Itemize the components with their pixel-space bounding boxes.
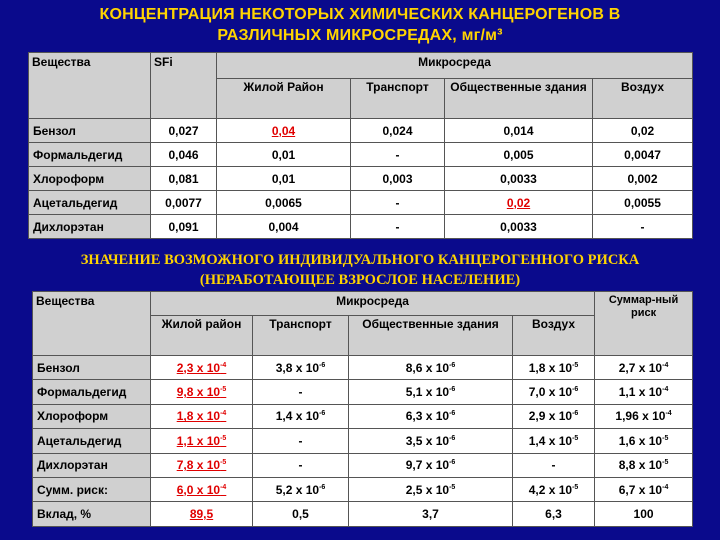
risk-exponent: -4: [662, 361, 669, 369]
risk-mantissa: 7,8 x 10: [176, 458, 221, 473]
header-microenvironment: Микросреда: [217, 53, 693, 79]
risk-mantissa: 1,8 x 10: [528, 360, 573, 375]
risk-cell: [253, 453, 349, 477]
header-transport-2: Транспорт: [253, 316, 349, 356]
cell-value: 0,0033: [500, 171, 537, 186]
cell-value: 0,0055: [624, 195, 661, 210]
risk-exponent: -5: [220, 459, 227, 467]
risk-value: [276, 361, 326, 375]
risk-cell: [151, 356, 253, 380]
risk-exponent: -5: [572, 434, 579, 442]
risk-value: [619, 458, 669, 472]
substance-name: Дихлорэтан: [29, 215, 151, 239]
cell-value: 0,0065: [265, 195, 302, 210]
risk-exponent: -5: [662, 459, 669, 467]
risk-cell: [349, 477, 513, 501]
table-row: [33, 380, 693, 404]
concentration-cell: [593, 119, 693, 143]
risk-mantissa: 1,4 x 10: [275, 409, 320, 424]
risk-cell: [513, 380, 595, 404]
concentration-cell: [445, 167, 593, 191]
risk-mantissa: 8,6 x 10: [405, 360, 450, 375]
cell-value: 0,027: [168, 123, 199, 138]
risk-mantissa: 1,8 x 10: [176, 409, 221, 424]
risk-mantissa: -: [298, 433, 303, 448]
risk-exponent: -6: [449, 459, 456, 467]
header-air: Воздух: [593, 79, 693, 119]
header-public-buildings: Общественные здания: [445, 79, 593, 119]
table-row: [33, 453, 693, 477]
title-line-2: РАЗЛИЧНЫХ МИКРОСРЕДАХ, мг/м³: [217, 27, 503, 44]
risk-cell: [151, 404, 253, 428]
risk-mantissa: -: [551, 458, 556, 473]
concentration-cell: [445, 143, 593, 167]
risk-mantissa: -: [298, 385, 303, 400]
cell-value: 0,003: [382, 171, 413, 186]
cell-value: 0,002: [627, 171, 658, 186]
risk-mantissa: 1,1 x 10: [176, 433, 221, 448]
risk-value: [276, 409, 326, 423]
risk-value: [529, 409, 579, 423]
risk-exponent: -4: [662, 483, 669, 491]
table-row: [29, 191, 693, 215]
concentration-cell: [151, 191, 217, 215]
risk-exponent: -6: [319, 410, 326, 418]
risk-value: [299, 458, 303, 472]
risk-value: [552, 458, 556, 472]
risk-cell: [349, 356, 513, 380]
concentration-cell: [151, 167, 217, 191]
cell-value: 0,0077: [165, 195, 202, 210]
risk-mantissa: 1,6 x 10: [618, 433, 663, 448]
risk-mantissa: 7,0 x 10: [528, 385, 573, 400]
risk-value: [292, 507, 309, 521]
risk-exponent: -4: [220, 361, 227, 369]
risk-cell: [513, 356, 595, 380]
concentration-cell: [593, 167, 693, 191]
risk-value: [619, 385, 669, 399]
risk-value: [406, 434, 456, 448]
header-air-2: Воздух: [513, 316, 595, 356]
risk-value: [276, 483, 326, 497]
concentration-cell: [217, 191, 351, 215]
risk-value: [422, 507, 439, 521]
concentration-cell: [217, 143, 351, 167]
risk-value: [406, 361, 456, 375]
cell-value: 0,02: [630, 123, 655, 138]
table-row: [33, 477, 693, 501]
risk-cell: [595, 380, 693, 404]
risk-cell: [253, 429, 349, 453]
table-row: [33, 502, 693, 526]
title-risk-line-1: ЗНАЧЕНИЕ ВОЗМОЖНОГО ИНДИВИДУАЛЬНОГО КАНЦЕРОГЕННОГО РИСКА: [80, 252, 640, 268]
concentration-cell: [445, 215, 593, 239]
risk-value: [529, 434, 579, 448]
header-substances: Вещества: [29, 53, 151, 119]
header-transport: Транспорт: [351, 79, 445, 119]
risk-cell: [595, 404, 693, 428]
risk-exponent: -5: [572, 361, 579, 369]
risk-value: [177, 409, 227, 423]
risk-exponent: -5: [220, 434, 227, 442]
concentration-cell: [593, 191, 693, 215]
cell-value: -: [395, 219, 400, 234]
risk-cell: [253, 380, 349, 404]
concentration-cell: [217, 119, 351, 143]
cell-value: 0,01: [271, 147, 296, 162]
risk-exponent: -5: [572, 483, 579, 491]
risk-value: [406, 483, 456, 497]
risk-exponent: -4: [662, 386, 669, 394]
risk-value: [299, 434, 303, 448]
risk-mantissa: -: [298, 458, 303, 473]
risk-mantissa: 3,8 x 10: [275, 360, 320, 375]
risk-mantissa: 0,5: [292, 507, 309, 522]
risk-cell: [513, 453, 595, 477]
risk-exponent: -6: [449, 361, 456, 369]
risk-mantissa: 5,2 x 10: [275, 482, 320, 497]
cell-value: 0,005: [503, 147, 534, 162]
risk-exponent: -6: [449, 410, 456, 418]
substance-name: Формальдегид: [29, 143, 151, 167]
risk-cell: [349, 404, 513, 428]
substance-name: Ацетальдегид: [33, 429, 151, 453]
cell-value: -: [640, 219, 645, 234]
table-row: [29, 143, 693, 167]
risk-cell: [595, 502, 693, 526]
concentration-cell: [351, 215, 445, 239]
risk-mantissa: 2,3 x 10: [176, 360, 221, 375]
risk-cell: [513, 429, 595, 453]
substance-name: Ацетальдегид: [29, 191, 151, 215]
risk-cell: [513, 502, 595, 526]
substance-name: Формальдегид: [33, 380, 151, 404]
substance-name: Бензол: [29, 119, 151, 143]
header-residential-2: Жилой район: [151, 316, 253, 356]
substance-name: Сумм. риск:: [33, 477, 151, 501]
substance-name: Вклад, %: [33, 502, 151, 526]
header-residential: Жилой Район: [217, 79, 351, 119]
table-row: [33, 429, 693, 453]
risk-mantissa: 6,7 x 10: [618, 482, 663, 497]
risk-value: [299, 385, 303, 399]
risk-exponent: -5: [220, 386, 227, 394]
risk-cell: [151, 429, 253, 453]
concentration-cell: [445, 119, 593, 143]
table-row: [29, 119, 693, 143]
risk-mantissa: 4,2 x 10: [528, 482, 573, 497]
risk-mantissa: 8,8 x 10: [618, 458, 663, 473]
cell-value: -: [395, 195, 400, 210]
cell-value: 0,024: [382, 123, 413, 138]
cell-value: 0,046: [168, 147, 199, 162]
risk-exponent: -4: [665, 410, 672, 418]
risk-cell: [151, 453, 253, 477]
risk-cell: [595, 453, 693, 477]
risk-value: [406, 458, 456, 472]
cell-value: 0,04: [271, 123, 296, 138]
risk-cell: [595, 429, 693, 453]
risk-mantissa: 6,3 x 10: [405, 409, 450, 424]
concentration-cell: [351, 167, 445, 191]
risk-mantissa: 1,4 x 10: [528, 433, 573, 448]
cell-value: 0,0047: [624, 147, 661, 162]
risk-value: [529, 385, 579, 399]
risk-exponent: -5: [662, 434, 669, 442]
table-row: [33, 356, 693, 380]
risk-value: [177, 483, 227, 497]
risk-value: [634, 507, 654, 521]
risk-mantissa: 3,5 x 10: [405, 433, 450, 448]
risk-mantissa: 2,7 x 10: [618, 360, 663, 375]
risk-cell: [253, 356, 349, 380]
risk-value: [406, 385, 456, 399]
concentration-cell: [217, 167, 351, 191]
risk-value: [177, 434, 227, 448]
risk-cell: [349, 429, 513, 453]
substance-name: Бензол: [33, 356, 151, 380]
cell-value: -: [395, 147, 400, 162]
concentration-cell: [151, 215, 217, 239]
header-substances-2: Вещества: [33, 292, 151, 356]
substance-name: Хлороформ: [29, 167, 151, 191]
concentration-cell: [445, 191, 593, 215]
concentration-table: [28, 52, 693, 239]
risk-value: [619, 434, 669, 448]
risk-cell: [151, 477, 253, 501]
risk-cell: [595, 356, 693, 380]
risk-mantissa: 2,9 x 10: [528, 409, 573, 424]
risk-mantissa: 1,96 x 10: [615, 409, 666, 424]
concentration-cell: [351, 119, 445, 143]
risk-exponent: -6: [319, 483, 326, 491]
risk-mantissa: 6,3: [545, 507, 562, 522]
cell-value: 0,004: [268, 219, 299, 234]
risk-value: [406, 409, 456, 423]
risk-mantissa: 6,0 x 10: [176, 482, 221, 497]
risk-cell: [595, 477, 693, 501]
risk-value: [177, 385, 227, 399]
risk-exponent: -6: [572, 410, 579, 418]
risk-cell: [253, 404, 349, 428]
risk-value: [615, 409, 671, 423]
risk-value: [529, 361, 579, 375]
concentration-cell: [593, 143, 693, 167]
risk-value: [177, 458, 227, 472]
risk-cell: [349, 380, 513, 404]
risk-exponent: -6: [319, 361, 326, 369]
cell-value: 0,0033: [500, 219, 537, 234]
risk-exponent: -5: [449, 483, 456, 491]
concentration-cell: [593, 215, 693, 239]
cell-value: 0,02: [506, 195, 531, 210]
risk-cell: [349, 502, 513, 526]
risk-mantissa: 1,1 x 10: [618, 385, 663, 400]
risk-value: [529, 483, 579, 497]
concentration-cell: [351, 143, 445, 167]
risk-mantissa: 9,7 x 10: [405, 458, 450, 473]
cell-value: 0,081: [168, 171, 199, 186]
header-public-buildings-2: Общественные здания: [349, 316, 513, 356]
risk-value: [545, 507, 562, 521]
risk-cell: [151, 380, 253, 404]
table-row: [33, 404, 693, 428]
risk-exponent: -6: [449, 386, 456, 394]
title-risk: [0, 250, 720, 290]
risk-value: [619, 361, 669, 375]
risk-mantissa: 89,5: [189, 507, 214, 522]
header-microenvironment-2: Микросреда: [151, 292, 595, 316]
risk-value: [619, 483, 669, 497]
risk-cell: [151, 502, 253, 526]
risk-mantissa: 3,7: [422, 507, 439, 522]
header-total-risk: Суммар-ный риск: [595, 292, 693, 356]
risk-value: [190, 507, 213, 521]
risk-exponent: -4: [220, 410, 227, 418]
risk-mantissa: 5,1 x 10: [405, 385, 450, 400]
risk-cell: [349, 453, 513, 477]
cell-value: 0,091: [168, 219, 199, 234]
risk-exponent: -6: [572, 386, 579, 394]
risk-mantissa: 2,5 x 10: [405, 482, 450, 497]
title-risk-line-2: (НЕРАБОТАЮЩЕЕ ВЗРОСЛОЕ НАСЕЛЕНИЕ): [199, 272, 521, 288]
table-row: [29, 167, 693, 191]
risk-mantissa: 9,8 x 10: [176, 385, 221, 400]
risk-value: [177, 361, 227, 375]
header-sfi: SFi: [151, 53, 217, 119]
risk-cell: [253, 502, 349, 526]
concentration-cell: [151, 119, 217, 143]
concentration-cell: [217, 215, 351, 239]
title-line-1: КОНЦЕНТРАЦИЯ НЕКОТОРЫХ ХИМИЧЕСКИХ КАНЦЕРОГЕНОВ В: [99, 6, 621, 23]
risk-table: [32, 291, 693, 527]
concentration-cell: [151, 143, 217, 167]
concentration-cell: [351, 191, 445, 215]
cell-value: 0,014: [503, 123, 534, 138]
substance-name: Дихлорэтан: [33, 453, 151, 477]
title-concentration: [0, 4, 720, 46]
risk-cell: [253, 477, 349, 501]
table-row: [29, 215, 693, 239]
risk-cell: [513, 404, 595, 428]
cell-value: 0,01: [271, 171, 296, 186]
risk-mantissa: 100: [633, 507, 654, 522]
substance-name: Хлороформ: [33, 404, 151, 428]
risk-exponent: -4: [220, 483, 227, 491]
risk-cell: [513, 477, 595, 501]
risk-exponent: -6: [449, 434, 456, 442]
